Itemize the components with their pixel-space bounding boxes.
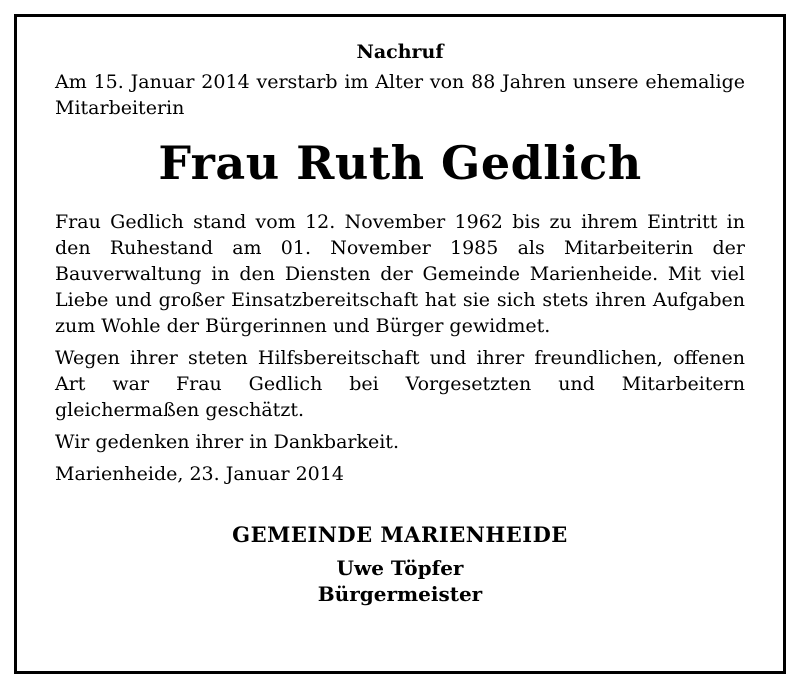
deceased-name: Frau Ruth Gedlich xyxy=(158,136,642,190)
intro-text: Am 15. Januar 2014 verstarb im Alter von 88 Jahren unsere ehemalige Mitarbeiterin xyxy=(55,71,745,119)
paragraph-career: Frau Gedlich stand vom 12. November 1962 bis zu ihrem Eintritt in den Ruhestand am 01. November 1985 als Mitarbeiterin der Bauverwaltung in den Diensten der Gemeinde Marienheide. Mit viel Liebe und großer Einsatzbereitschaft hat sie sich stets ihren Aufgaben zum Wohle der Bürgerinnen und Bürger gewidmet. xyxy=(55,211,745,337)
place-date: Marienheide, 23. Januar 2014 xyxy=(55,463,344,485)
obituary-notice xyxy=(14,14,786,674)
signer-title: Bürgermeister xyxy=(317,582,483,606)
notice-content xyxy=(55,39,745,607)
paragraph-remembrance: Wir gedenken ihrer in Dankbarkeit. xyxy=(55,431,399,453)
paragraph-character: Wegen ihrer steten Hilfsbereitschaft und ihrer freundlichen, offenen Art war Frau Gedlich bei Vorgesetzten und Mitarbeitern gleichermaßen geschätzt. xyxy=(55,347,745,421)
organization-name: GEMEINDE MARIENHEIDE xyxy=(232,522,568,547)
signature-block xyxy=(55,521,745,607)
notice-heading: Nachruf xyxy=(356,41,444,63)
signer-name: Uwe Töpfer xyxy=(336,556,464,580)
